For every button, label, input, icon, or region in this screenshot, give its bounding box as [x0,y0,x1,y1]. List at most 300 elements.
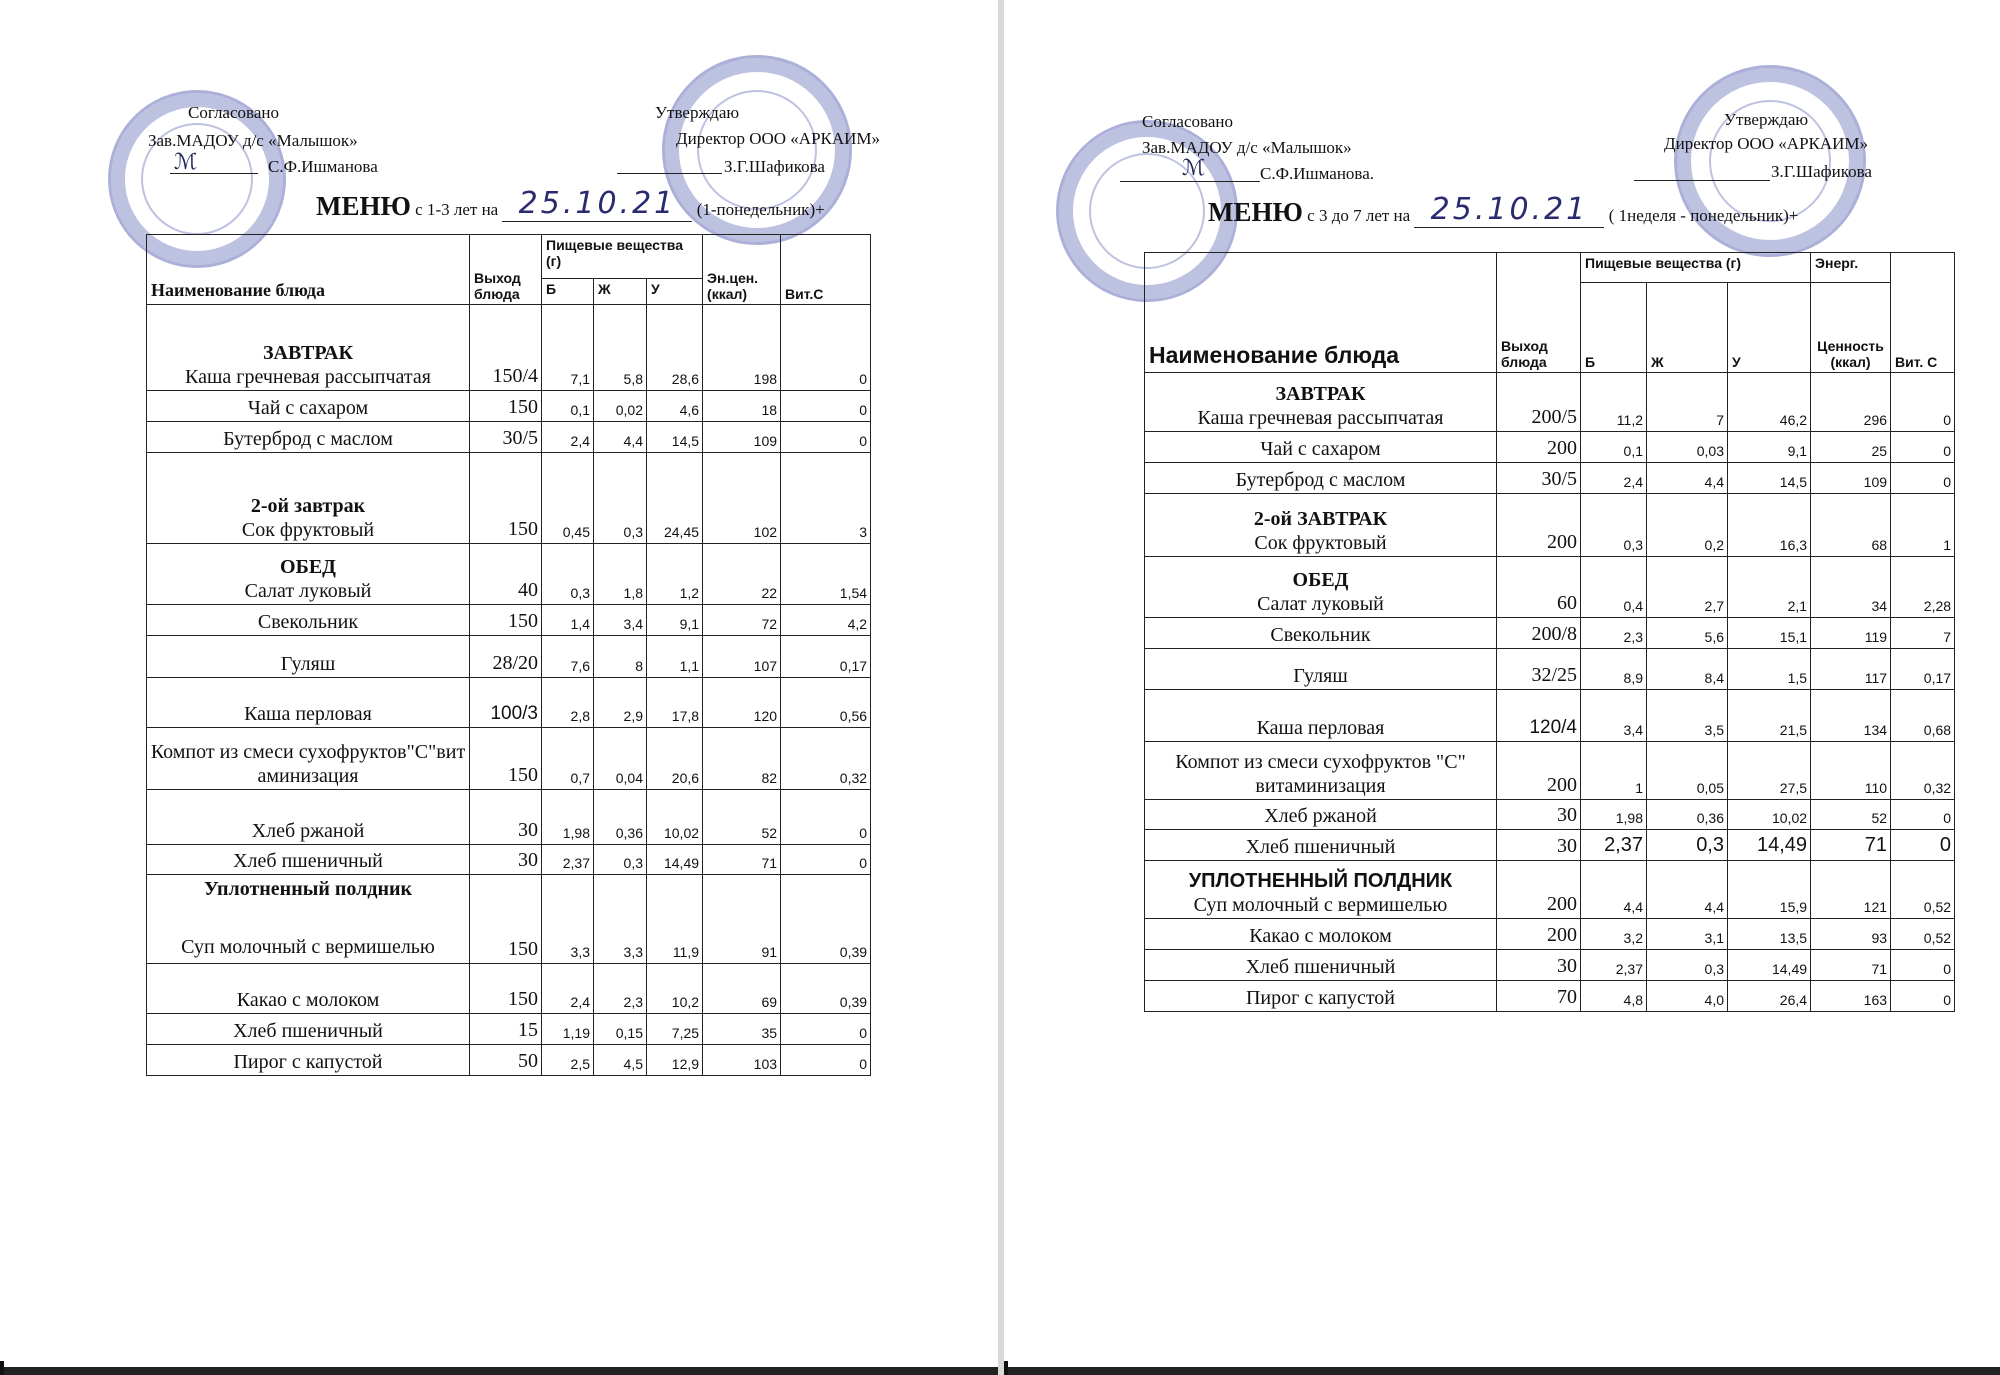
energy-value: 117 [1811,649,1891,690]
fat-value: 0,2 [1647,494,1728,557]
approve-org: Директор ООО «АРКАИМ» [676,129,881,148]
protein-value: 3,3 [542,875,594,964]
dish-cell [1145,373,1497,432]
table-row [147,422,871,453]
table-row [147,964,871,1014]
energy-value: 119 [1811,618,1891,649]
protein-value: 7,6 [542,636,594,678]
fat-value: 8 [594,636,647,678]
protein-value: 1,4 [542,605,594,636]
protein-value: 3,4 [1581,690,1647,742]
energy-value: 22 [703,544,781,605]
carbs-value: 10,02 [647,790,703,845]
table-row [147,790,871,845]
protein-value: 2,4 [542,422,594,453]
energy-value: 34 [1811,557,1891,618]
dish-name: Суп молочный с вермишелью [181,936,435,958]
protein-value: 2,37 [1581,830,1647,861]
menu-title-word: МЕНЮ [1208,197,1303,227]
vitamin-c-value: 0,17 [781,636,871,678]
vitamin-c-value: 0,32 [1891,742,1955,800]
vitamin-c-value: 0 [1891,830,1955,861]
vitamin-c-value: 2,28 [1891,557,1955,618]
menu-title-prefix: с 3 до 7 лет на [1307,206,1411,225]
fat-value: 4,5 [594,1045,647,1076]
fat-value: 3,3 [594,875,647,964]
vitamin-c-value: 0,39 [781,964,871,1014]
dish-output: 60 [1497,557,1581,618]
vitamin-c-value: 0 [1891,950,1955,981]
carbs-value: 15,9 [1728,861,1811,919]
table-row [1145,432,1955,463]
protein-value: 0,3 [542,544,594,605]
header-energy: Энерг. [1811,253,1891,283]
dish-output: 200 [1497,742,1581,800]
dish-output: 30 [1497,950,1581,981]
dish-name: Хлеб пшеничный [147,845,470,875]
dish-output: 30/5 [470,422,542,453]
dish-name: Какао с молоком [147,964,470,1014]
vitamin-c-value: 0 [1891,800,1955,830]
dish-name: Гуляш [147,636,470,678]
table-row [1145,494,1955,557]
section-title: ЗАВТРАК [262,342,354,364]
protein-value: 1,98 [1581,800,1647,830]
dish-name: Свекольник [1145,618,1497,649]
carbs-value: 28,6 [647,305,703,391]
scan-edge-mark [1004,1361,1008,1375]
vitamin-c-value: 0 [781,305,871,391]
fat-value: 0,02 [594,391,647,422]
dish-output: 30/5 [1497,463,1581,494]
approval-signer: С.Ф.Ишманова [268,157,378,176]
dish-name: Пирог с капустой [147,1045,470,1076]
dish-name: Хлеб пшеничный [147,1014,470,1045]
carbs-value: 26,4 [1728,981,1811,1012]
header-protein: Б [1581,283,1647,373]
table-row [147,875,871,964]
vitamin-c-value: 7 [1891,618,1955,649]
dish-cell [147,305,470,391]
approve-org: Директор ООО «АРКАИМ» [1664,134,1869,153]
dish-name: Каша перловая [147,678,470,728]
table-row [1145,557,1955,618]
table-row [1145,373,1955,432]
dish-output: 150 [470,728,542,790]
dish-name: Суп молочный с вермишелью [1193,894,1448,916]
carbs-value: 4,6 [647,391,703,422]
scan-edge [1004,1367,2000,1375]
menu-page-preschool [1004,0,2000,1375]
dish-output: 15 [470,1014,542,1045]
fat-value: 0,3 [594,453,647,544]
dish-output: 32/25 [1497,649,1581,690]
vitamin-c-value: 0,52 [1891,861,1955,919]
carbs-value: 46,2 [1728,373,1811,432]
energy-value: 110 [1811,742,1891,800]
dish-output: 200 [1497,494,1581,557]
dish-output: 30 [1497,800,1581,830]
protein-value: 3,2 [1581,919,1647,950]
dish-cell [147,544,470,605]
approval-org: Зав.МАДОУ д/с «Малышок» [1142,138,1352,157]
fat-value: 5,8 [594,305,647,391]
dish-output: 200 [1497,432,1581,463]
protein-value: 1,98 [542,790,594,845]
vitamin-c-value: 4,2 [781,605,871,636]
vitamin-c-value: 0,56 [781,678,871,728]
dish-output: 200/8 [1497,618,1581,649]
header-vitamin-c: Вит. С [1891,253,1955,373]
energy-value: 18 [703,391,781,422]
carbs-value: 20,6 [647,728,703,790]
fat-value: 0,3 [1647,830,1728,861]
menu-title [1208,192,1798,228]
section-title: ОБЕД [280,556,336,578]
table-row [147,678,871,728]
menu-table [146,234,871,1076]
vitamin-c-value: 0 [781,845,871,875]
carbs-value: 14,49 [1728,950,1811,981]
table-row [147,305,871,391]
dish-name: Хлеб пшеничный [1145,830,1497,861]
energy-value: 134 [1811,690,1891,742]
header-energy: Эн.цен. (ккал) [703,235,781,305]
table-row [1145,830,1955,861]
carbs-value: 2,1 [1728,557,1811,618]
fat-value: 4,4 [594,422,647,453]
scan-edge-mark [0,1361,4,1375]
energy-value: 52 [1811,800,1891,830]
vitamin-c-value: 0 [781,1045,871,1076]
table-row [1145,690,1955,742]
menu-table [1144,252,1955,1012]
fat-value: 7 [1647,373,1728,432]
vitamin-c-value: 0,39 [781,875,871,964]
energy-value: 91 [703,875,781,964]
vitamin-c-value: 0 [781,1014,871,1045]
carbs-value: 27,5 [1728,742,1811,800]
menu-date: 25.10.21 [1430,192,1589,227]
section-title: ЗАВТРАК [1275,383,1366,405]
dish-name: Пирог с капустой [1145,981,1497,1012]
dish-output: 70 [1497,981,1581,1012]
vitamin-c-value: 0 [781,790,871,845]
fat-value: 0,04 [594,728,647,790]
vitamin-c-value: 0,52 [1891,919,1955,950]
vitamin-c-value: 0 [781,422,871,453]
menu-title-prefix: с 1-3 лет на [415,200,499,219]
section-title: ОБЕД [1292,569,1349,591]
vitamin-c-value: 1 [1891,494,1955,557]
energy-value: 109 [1811,463,1891,494]
table-row [147,605,871,636]
protein-value: 0,1 [1581,432,1647,463]
approval-label: Согласовано [188,103,279,122]
fat-value: 4,0 [1647,981,1728,1012]
signature-scribble: ℳ [174,150,198,175]
table-row [1145,861,1955,919]
approval-signer: С.Ф.Ишманова. [1260,164,1375,183]
dish-cell [1145,557,1497,618]
header-nutrients: Пищевые вещества (г) [1581,253,1811,283]
energy-value: 72 [703,605,781,636]
approve-signer: З.Г.Шафикова [1771,162,1872,181]
vitamin-c-value: 0,32 [781,728,871,790]
table-row [147,544,871,605]
vitamin-c-value: 1,54 [781,544,871,605]
energy-value: 107 [703,636,781,678]
dish-output: 150 [470,875,542,964]
energy-value: 69 [703,964,781,1014]
protein-value: 2,37 [1581,950,1647,981]
fat-value: 2,9 [594,678,647,728]
header-carbs: У [647,279,703,305]
carbs-value: 14,5 [647,422,703,453]
table-row [1145,950,1955,981]
signature-line [1634,157,1770,181]
fat-value: 4,4 [1647,463,1728,494]
dish-output: 120/4 [1497,690,1581,742]
table-row [1145,742,1955,800]
carbs-value: 21,5 [1728,690,1811,742]
fat-value: 0,15 [594,1014,647,1045]
dish-name: Чай с сахаром [1145,432,1497,463]
carbs-value: 1,5 [1728,649,1811,690]
vitamin-c-value: 0 [1891,463,1955,494]
dish-output: 30 [470,790,542,845]
fat-value: 4,4 [1647,861,1728,919]
protein-value: 8,9 [1581,649,1647,690]
dish-output: 150 [470,453,542,544]
approve-signer: З.Г.Шафикова [724,157,825,176]
carbs-value: 11,9 [647,875,703,964]
vitamin-c-value: 0,68 [1891,690,1955,742]
dish-name: Бутерброд с маслом [147,422,470,453]
header-nutrients: Пищевые вещества (г) [542,235,703,279]
carbs-value: 9,1 [647,605,703,636]
energy-value: 102 [703,453,781,544]
protein-value: 1 [1581,742,1647,800]
carbs-value: 10,02 [1728,800,1811,830]
dish-name: Компот из смеси сухофруктов "С" витаминизация [1145,742,1497,800]
table-row [147,453,871,544]
dish-output: 200 [1497,861,1581,919]
dish-output: 40 [470,544,542,605]
dish-output: 200/5 [1497,373,1581,432]
dish-output: 150/4 [470,305,542,391]
protein-value: 0,1 [542,391,594,422]
menu-title-suffix: (1-понедельник)+ [696,200,825,219]
vitamin-c-value: 0,17 [1891,649,1955,690]
menu-date-field [1414,192,1604,228]
signature-scribble: ℳ [1182,156,1206,181]
table-row [147,845,871,875]
dish-name: Свекольник [147,605,470,636]
dish-name: Сок фруктовый [241,519,375,541]
header-carbs: У [1728,283,1811,373]
energy-value: 103 [703,1045,781,1076]
energy-value: 71 [1811,950,1891,981]
protein-value: 2,4 [542,964,594,1014]
energy-value: 121 [1811,861,1891,919]
section-title: УПЛОТНЕННЫЙ ПОЛДНИК [1188,870,1453,892]
table-row [1145,618,1955,649]
table-row [147,728,871,790]
carbs-value: 12,9 [647,1045,703,1076]
dish-output: 50 [470,1045,542,1076]
energy-value: 93 [1811,919,1891,950]
table-row [1145,919,1955,950]
carbs-value: 15,1 [1728,618,1811,649]
table-row [1145,981,1955,1012]
energy-value: 82 [703,728,781,790]
dish-name: Хлеб ржаной [1145,800,1497,830]
menu-title [316,186,825,222]
header-vitamin-c: Вит.С [781,235,871,305]
dish-output: 150 [470,964,542,1014]
dish-name: Какао с молоком [1145,919,1497,950]
dish-name: Каша гречневая рассыпчатая [185,366,431,388]
menu-date-field [502,186,692,222]
table-row [1145,649,1955,690]
header-name: Наименование блюда [1145,253,1497,373]
dish-name: Чай с сахаром [147,391,470,422]
table-row [147,391,871,422]
energy-value: 52 [703,790,781,845]
carbs-value: 14,49 [1728,830,1811,861]
dish-name: Салат луковый [1257,593,1384,615]
carbs-value: 13,5 [1728,919,1811,950]
protein-value: 0,7 [542,728,594,790]
dish-output: 200 [1497,919,1581,950]
dish-name: Хлеб пшеничный [1145,950,1497,981]
energy-value: 35 [703,1014,781,1045]
energy-value: 25 [1811,432,1891,463]
carbs-value: 16,3 [1728,494,1811,557]
approval-label: Согласовано [1142,112,1233,131]
fat-value: 0,03 [1647,432,1728,463]
energy-value: 120 [703,678,781,728]
section-title: 2-ой завтрак [250,495,366,517]
dish-name: Хлеб ржаной [147,790,470,845]
fat-value: 0,3 [1647,950,1728,981]
table-row [147,1014,871,1045]
dish-name: Салат луковый [244,580,372,602]
header-protein: Б [542,279,594,305]
dish-name: Бутерброд с маслом [1145,463,1497,494]
approval-org: Зав.МАДОУ д/с «Малышок» [148,131,358,150]
carbs-value: 7,25 [647,1014,703,1045]
vitamin-c-value: 0 [781,391,871,422]
header-energy-value: Ценность (ккал) [1811,283,1891,373]
section-title: Уплотненный полдник [203,878,413,900]
dish-output: 150 [470,391,542,422]
fat-value: 2,7 [1647,557,1728,618]
protein-value: 7,1 [542,305,594,391]
dish-cell [1145,861,1497,919]
protein-value: 4,4 [1581,861,1647,919]
carbs-value: 10,2 [647,964,703,1014]
protein-value: 1,19 [542,1014,594,1045]
protein-value: 0,3 [1581,494,1647,557]
dish-cell [147,875,470,964]
fat-value: 5,6 [1647,618,1728,649]
protein-value: 0,4 [1581,557,1647,618]
approve-label: Утверждаю [655,103,740,122]
carbs-value: 1,1 [647,636,703,678]
protein-value: 2,5 [542,1045,594,1076]
fat-value: 0,36 [594,790,647,845]
menu-date: 25.10.21 [518,186,677,221]
table-row [147,1045,871,1076]
protein-value: 2,4 [1581,463,1647,494]
protein-value: 2,8 [542,678,594,728]
menu-title-word: МЕНЮ [316,191,411,221]
protein-value: 0,45 [542,453,594,544]
menu-page-toddlers [0,0,998,1375]
energy-value: 71 [1811,830,1891,861]
dish-cell [1145,494,1497,557]
fat-value: 8,4 [1647,649,1728,690]
protein-value: 2,37 [542,845,594,875]
dish-name: Гуляш [1145,649,1497,690]
fat-value: 0,3 [594,845,647,875]
vitamin-c-value: 0 [1891,981,1955,1012]
table-row [147,636,871,678]
header-output: Выход блюда [470,235,542,305]
fat-value: 2,3 [594,964,647,1014]
carbs-value: 14,5 [1728,463,1811,494]
carbs-value: 24,45 [647,453,703,544]
dish-name: Каша перловая [1145,690,1497,742]
approve-label: Утверждаю [1724,110,1809,129]
dish-output: 28/20 [470,636,542,678]
signature-line [617,150,722,174]
fat-value: 0,36 [1647,800,1728,830]
energy-value: 163 [1811,981,1891,1012]
dish-output: 30 [1497,830,1581,861]
vitamin-c-value: 0 [1891,373,1955,432]
menu-title-suffix: ( 1неделя - понедельник)+ [1608,206,1799,225]
vitamin-c-value: 0 [1891,432,1955,463]
energy-value: 71 [703,845,781,875]
dish-output: 150 [470,605,542,636]
scan-edge [0,1367,998,1375]
section-title: 2-ой ЗАВТРАК [1253,508,1388,530]
carbs-value: 9,1 [1728,432,1811,463]
table-row [1145,800,1955,830]
energy-value: 68 [1811,494,1891,557]
dish-name: Компот из смеси сухофруктов"С"витаминизация [147,728,470,790]
header-name: Наименование блюда [147,235,470,305]
header-fat: Ж [1647,283,1728,373]
table-row [1145,463,1955,494]
fat-value: 1,8 [594,544,647,605]
vitamin-c-value: 3 [781,453,871,544]
fat-value: 3,5 [1647,690,1728,742]
protein-value: 11,2 [1581,373,1647,432]
fat-value: 3,1 [1647,919,1728,950]
protein-value: 2,3 [1581,618,1647,649]
carbs-value: 14,49 [647,845,703,875]
protein-value: 4,8 [1581,981,1647,1012]
header-output: Выход блюда [1497,253,1581,373]
energy-value: 109 [703,422,781,453]
header-fat: Ж [594,279,647,305]
fat-value: 3,4 [594,605,647,636]
dish-cell [147,453,470,544]
